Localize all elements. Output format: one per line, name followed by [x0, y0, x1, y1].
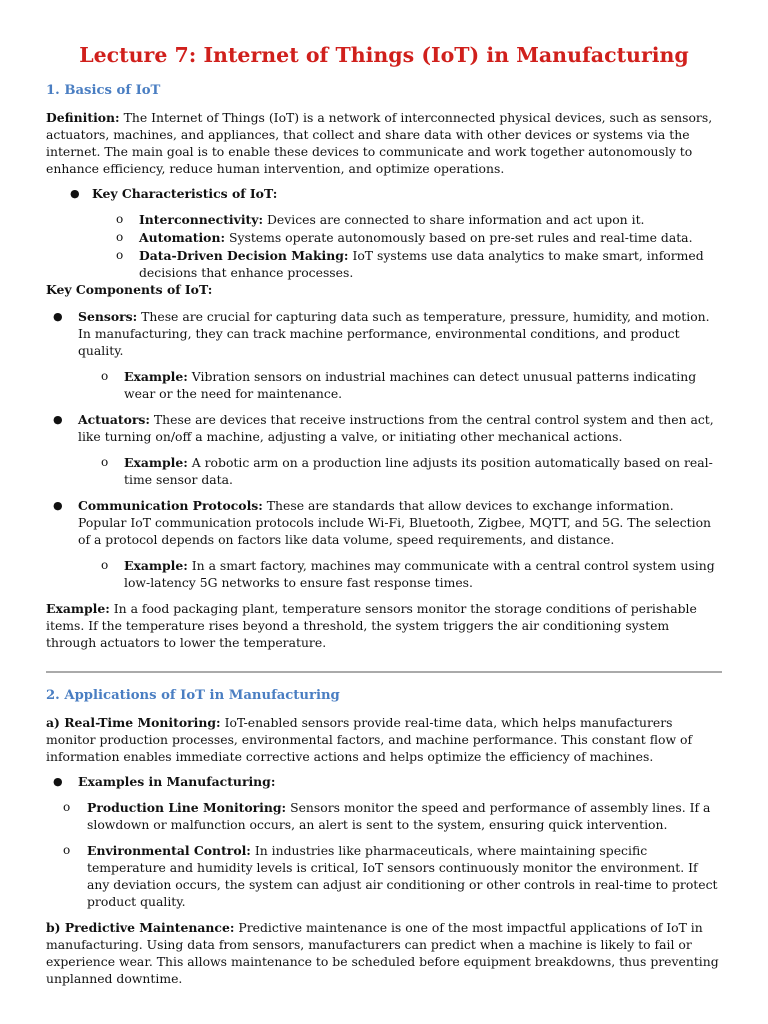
bullet-dot-icon: ● [53, 499, 63, 512]
example-label: Production Line Monitoring: [87, 800, 287, 815]
characteristic-label: Data-Driven Decision Making: [139, 248, 349, 263]
example-label: Example: [46, 601, 110, 616]
bullet-circle-icon: o [101, 369, 109, 383]
component-protocols-example [46, 557, 722, 591]
example-label: Example: [124, 558, 188, 573]
realtime-monitoring-paragraph [46, 714, 722, 765]
component-text: These are standards that allow devices to exchange information. Popular IoT communication protocols include Wi-Fi, Bluetooth, Zigbee, MQTT, and 5G. The selection of a protocol depends on factors like data volume, speed requirements, and distance. [78, 498, 712, 547]
example-label: Example: [124, 455, 188, 470]
example-text: In a food packaging plant, temperature sensors monitor the storage conditions of perishable items. If the temperature rises beyond a threshold, the system triggers the air conditioning system through actuators to lower the temperature. [46, 601, 697, 650]
bullet-circle-icon: o [116, 230, 124, 244]
component-sensors-example [46, 368, 722, 402]
component-label: Communication Protocols: [78, 498, 263, 513]
component-label: Actuators: [78, 412, 150, 427]
example-text: Vibration sensors on industrial machines can detect unusual patterns indicating wear or the need for maintenance. [124, 369, 697, 401]
bullet-dot-icon: ● [53, 310, 63, 323]
realtime-label: a) Real-Time Monitoring: [46, 715, 221, 730]
definition-label: Definition: [46, 110, 120, 125]
example-text: A robotic arm on a production line adjusts its position automatically based on real-time sensor data. [124, 455, 713, 487]
component-text: These are devices that receive instructions from the central control system and then act, like turning on/off a machine, adjusting a valve, or initiating other mechanical actions. [78, 412, 714, 444]
component-protocols [46, 497, 722, 548]
list-item [46, 229, 722, 246]
characteristic-label: Interconnectivity: [139, 212, 264, 227]
lecture-title: Lecture 7: Internet of Things (IoT) in Manufacturing [79, 43, 689, 67]
bullet-circle-icon: o [116, 248, 124, 262]
food-plant-example [46, 600, 722, 651]
component-sensors [46, 308, 722, 359]
manufacturing-examples-list [46, 773, 722, 910]
example-text: In industries like pharmaceuticals, where maintaining specific temperature and humidity levels is critical, IoT sensors continuously monitor the environment. If any deviation occurs, the system can adjust air conditioning or other controls in real-time to protect product quality. [87, 843, 718, 909]
definition-text: The Internet of Things (IoT) is a network of interconnected physical devices, such as sensors, actuators, machines, and appliances, that collect and share data with other devices or systems via the internet. The main goal is to enable these devices to communicate and work together autonomously to enhance efficiency, reduce human intervention, and optimize operations. [46, 110, 713, 176]
example-text: Sensors monitor the speed and performance of assembly lines. If a slowdown or malfunction occurs, an alert is sent to the system, ensuring quick intervention. [87, 800, 711, 832]
predictive-label: b) Predictive Maintenance: [46, 920, 235, 935]
list-item [46, 247, 722, 281]
predictive-maintenance-paragraph [46, 919, 722, 987]
predictive-text: Predictive maintenance is one of the most impactful applications of IoT in manufacturing. Using data from sensors, manufacturers can predict when a machine is likely to fail or experience wear. This allows maintenance to be scheduled before equipment breakdowns, thus preventing unplanned downtime. [46, 920, 719, 986]
component-text: These are crucial for capturing data such as temperature, pressure, humidity, and motion. In manufacturing, they can track machine performance, environmental conditions, and product quality. [78, 309, 710, 358]
example-text: In a smart factory, machines may communicate with a central control system using low-latency 5G networks to ensure fast response times. [124, 558, 715, 590]
definition-paragraph [46, 109, 722, 177]
bullet-circle-icon: o [101, 455, 109, 469]
bullet-circle-icon: o [63, 800, 71, 814]
characteristic-text: Devices are connected to share information and act upon it. [263, 212, 645, 227]
examples-heading-item [46, 773, 722, 790]
list-item [46, 211, 722, 228]
characteristic-text: Systems operate autonomously based on pre-set rules and real-time data. [225, 230, 693, 245]
bullet-dot-icon: ● [53, 775, 63, 788]
bullet-dot-icon: ● [53, 413, 63, 426]
realtime-text: IoT-enabled sensors provide real-time data, which helps manufacturers monitor production processes, environmental factors, and machine performance. This constant flow of information enables immediate corrective actions and helps optimize the efficiency of machines. [46, 715, 693, 764]
section-1-heading: 1. Basics of IoT [46, 83, 161, 98]
characteristics-heading: Key Characteristics of IoT: [92, 186, 278, 201]
components-heading [46, 281, 722, 298]
characteristic-text: IoT systems use data analytics to make smart, informed decisions that enhance processes. [139, 248, 704, 280]
example-label: Example: [124, 369, 188, 384]
bullet-circle-icon: o [116, 212, 124, 226]
section-2-heading: 2. Applications of IoT in Manufacturing [46, 688, 340, 703]
component-label: Sensors: [78, 309, 138, 324]
bullet-dot-icon: ● [70, 187, 80, 200]
component-actuators-example [46, 454, 722, 488]
characteristics-item [46, 185, 722, 202]
examples-heading: Examples in Manufacturing: [78, 774, 276, 789]
list-item [46, 842, 722, 910]
example-label: Environmental Control: [87, 843, 251, 858]
characteristics-list [46, 185, 722, 202]
components-list [46, 308, 722, 591]
characteristics-sublist [46, 211, 722, 281]
component-actuators [46, 411, 722, 445]
components-heading-label: Key Components of IoT: [46, 282, 213, 297]
list-item [46, 799, 722, 833]
characteristic-label: Automation: [139, 230, 226, 245]
bullet-circle-icon: o [101, 558, 109, 572]
bullet-circle-icon: o [63, 843, 71, 857]
section-divider [46, 671, 722, 673]
